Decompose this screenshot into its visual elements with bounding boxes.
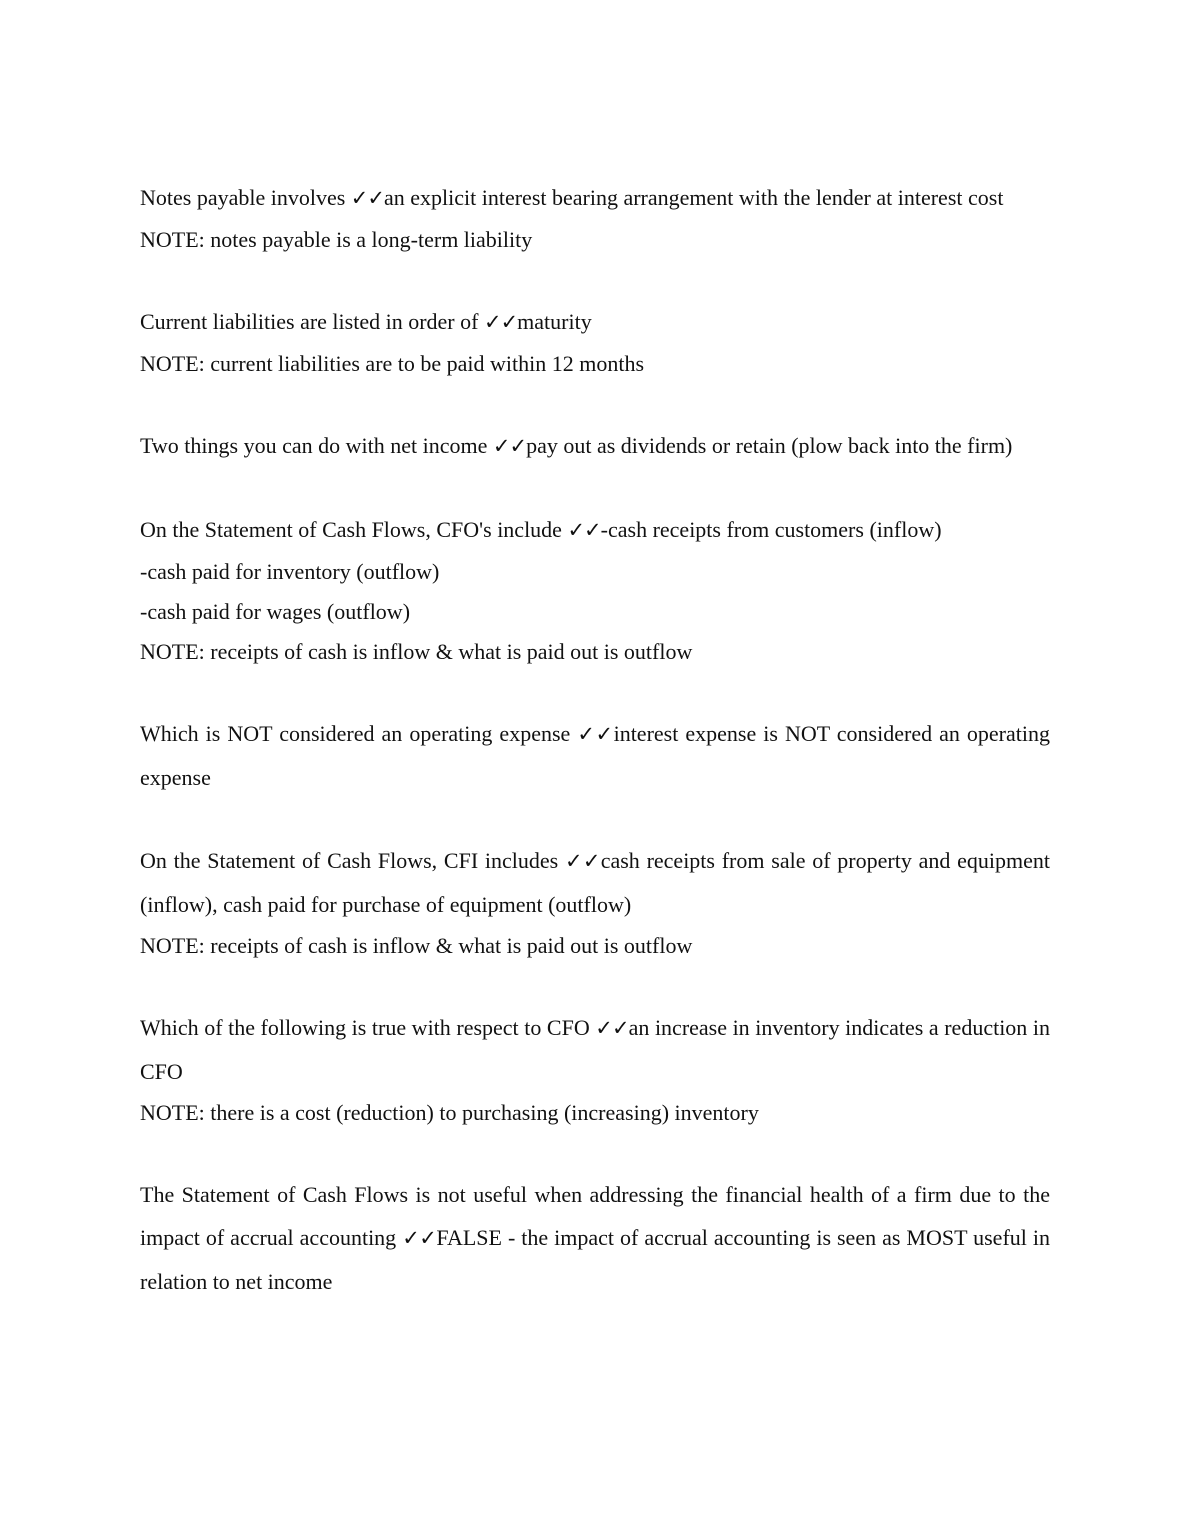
double-check-icon: ✓✓ — [577, 722, 614, 746]
answer-text: interest expense is NOT considered an operating expense — [140, 721, 1050, 790]
document-page — [140, 176, 1050, 1343]
answer-text: pay out as dividends or retain (plow back into the firm) — [526, 433, 1013, 458]
note-line: NOTE: notes payable is a long-term liability — [140, 227, 533, 252]
answer-text: FALSE - the impact of accrual accounting is seen as MOST useful in relation to net income — [140, 1225, 1050, 1294]
question-line — [140, 1173, 1050, 1303]
qa-entry — [140, 176, 1050, 260]
question-line — [140, 508, 1050, 552]
answer-text: maturity — [517, 309, 592, 334]
qa-entry — [140, 839, 1050, 966]
question-text: On the Statement of Cash Flows, CFI includes — [140, 848, 565, 873]
double-check-icon: ✓✓ — [350, 186, 384, 210]
note-line: NOTE: there is a cost (reduction) to purchasing (increasing) inventory — [140, 1100, 759, 1125]
qa-entry — [140, 508, 1050, 672]
double-check-icon: ✓✓ — [595, 1016, 629, 1040]
answer-text: cash receipts from sale of property and equipment (inflow), cash paid for purchase of equipment (outflow) — [140, 848, 1050, 917]
question-text: The Statement of Cash Flows is not useful when addressing the financial health of a firm due to the impact of accrual accounting — [140, 1182, 1050, 1250]
question-text: On the Statement of Cash Flows, CFO's include — [140, 517, 568, 542]
question-line — [140, 300, 1050, 344]
question-text: Which of the following is true with respect to CFO — [140, 1015, 596, 1040]
answer-text: an increase in inventory indicates a reduction in CFO — [140, 1015, 1050, 1084]
detail-line: -cash paid for inventory (outflow) — [140, 559, 440, 584]
qa-entry — [140, 300, 1050, 384]
note-line: NOTE: receipts of cash is inflow & what is paid out is outflow — [140, 639, 693, 664]
question-line — [140, 1006, 1050, 1093]
question-text: Two things you can do with net income — [140, 433, 493, 458]
question-line — [140, 839, 1050, 926]
note-line: NOTE: current liabilities are to be paid within 12 months — [140, 351, 645, 376]
question-line — [140, 424, 1050, 468]
qa-entry — [140, 1173, 1050, 1303]
question-text: Notes payable involves — [140, 185, 351, 210]
qa-entry — [140, 712, 1050, 799]
double-check-icon: ✓✓ — [483, 310, 518, 334]
question-line — [140, 712, 1050, 799]
double-check-icon: ✓✓ — [402, 1226, 437, 1250]
answer-text: an explicit interest bearing arrangement with the lender at interest cost — [384, 185, 1004, 210]
detail-line: -cash paid for wages (outflow) — [140, 599, 411, 624]
qa-entry — [140, 1006, 1050, 1133]
question-line — [140, 176, 1050, 220]
question-text: Current liabilities are listed in order of — [140, 309, 484, 334]
qa-entry — [140, 424, 1050, 468]
note-line: NOTE: receipts of cash is inflow & what is paid out is outflow — [140, 933, 693, 958]
double-check-icon: ✓✓ — [567, 518, 601, 542]
question-text: Which is NOT considered an operating expense — [140, 721, 578, 746]
double-check-icon: ✓✓ — [492, 434, 527, 458]
double-check-icon: ✓✓ — [565, 849, 601, 873]
answer-text: -cash receipts from customers (inflow) — [600, 517, 942, 542]
